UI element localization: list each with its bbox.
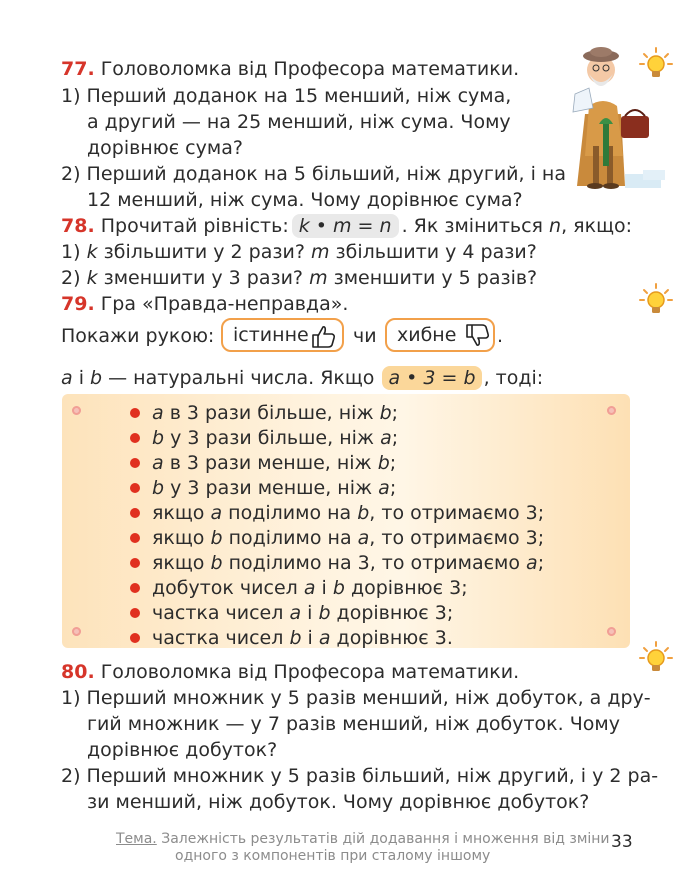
exercise-77-q1-line3: дорівнює сума? [87,137,243,159]
bullet-icon [130,558,140,568]
statement-item: частка чисел a і b дорівнює 3; [152,602,454,624]
exercise-80-q2-line1: 2) Перший множник у 5 разів більший, ніж другий, і у 2 ра- [61,765,659,787]
exercise-77-title: 77. Головоломка від Професора математики. [61,58,520,80]
pin [607,406,616,415]
condition-line: a і b — натуральні числа. Якщо a • 3 = b , тоді: [61,367,544,389]
exercise-80-q2-line2: зи менший, ніж добуток. Чому дорівнює добуток? [87,791,590,813]
bullet-icon [130,433,140,443]
bullet-icon [130,533,140,543]
bullet-icon [130,608,140,618]
pin [72,627,81,636]
statement-item: b у 3 рази більше, ніж a; [152,427,399,449]
exercise-78-item1: 1) k збільшити у 2 рази? m збільшити у 4 рази? [61,241,537,263]
false-answer-pill: хибне [385,318,495,352]
bullet-icon [130,508,140,518]
exercise-80-q1-line1: 1) Перший множник у 5 разів менший, ніж добуток, а дру- [61,687,651,709]
statement-item: якщо a поділимо на b, то отримаємо 3; [152,502,545,524]
footer-topic-line1: Тема. Залежність результатів дій додавання і множення від зміни [116,831,610,847]
exercise-78-item2: 2) k зменшити у 3 рази? m зменшити у 5 разів? [61,267,538,289]
exercise-77-q1-line1: 1) Перший доданок на 15 менший, ніж сума, [61,85,512,107]
exercise-77-q1-line2: а другий — на 25 менший, ніж сума. Чому [87,111,511,133]
bullet-icon [130,583,140,593]
statement-item: a в 3 рази більше, ніж b; [152,402,399,424]
bullet-icon [130,633,140,643]
page-number: 33 [611,832,633,852]
condition-formula: a • 3 = b [382,366,481,390]
true-answer-pill: істинне [221,318,344,352]
bullet-icon [130,408,140,418]
show-hand-label: Покажи рукою: [61,325,215,347]
or-label: чи [353,325,377,347]
exercise-78-title: 78. Прочитай рівність: k • m = n . Як зміниться n, якщо: [61,215,633,237]
exercise-80-q1-line2: гий множник — у 7 разів менший, ніж добуток. Чому [87,713,620,735]
thumbs-down-icon [463,323,491,349]
bullet-icon [130,458,140,468]
footer-topic-line2: одного з компонентів при сталому іншому [175,848,491,864]
statement-item: якщо b поділимо на a, то отримаємо 3; [152,527,545,549]
light-bulb-icon [638,640,674,676]
exercise-80-title: 80. Головоломка від Професора математики. [61,661,520,683]
thumbs-up-icon [309,323,337,349]
pin [607,627,616,636]
exercise-79-title: 79. Гра «Правда-неправда». [61,293,349,315]
statement-item: частка чисел b і a дорівнює 3. [152,627,453,649]
statement-item: b у 3 рази менше, ніж a; [152,477,397,499]
bullet-icon [130,483,140,493]
statement-item: a в 3 рази менше, ніж b; [152,452,397,474]
formula-highlight: k • m = n [292,214,399,238]
statement-item: добуток чисел a і b дорівнює 3; [152,577,468,599]
statement-item: якщо b поділимо на 3, то отримаємо a; [152,552,545,574]
light-bulb-icon [638,282,674,318]
exercise-77-q2-line1: 2) Перший доданок на 5 більший, ніж другий, і на [61,163,566,185]
end-dot: . [497,325,504,347]
pin [72,406,81,415]
exercise-77-q2-line2: 12 менший, ніж сума. Чому дорівнює сума? [87,189,523,211]
exercise-80-q1-line3: дорівнює добуток? [87,739,278,761]
professor-illustration [555,36,675,196]
